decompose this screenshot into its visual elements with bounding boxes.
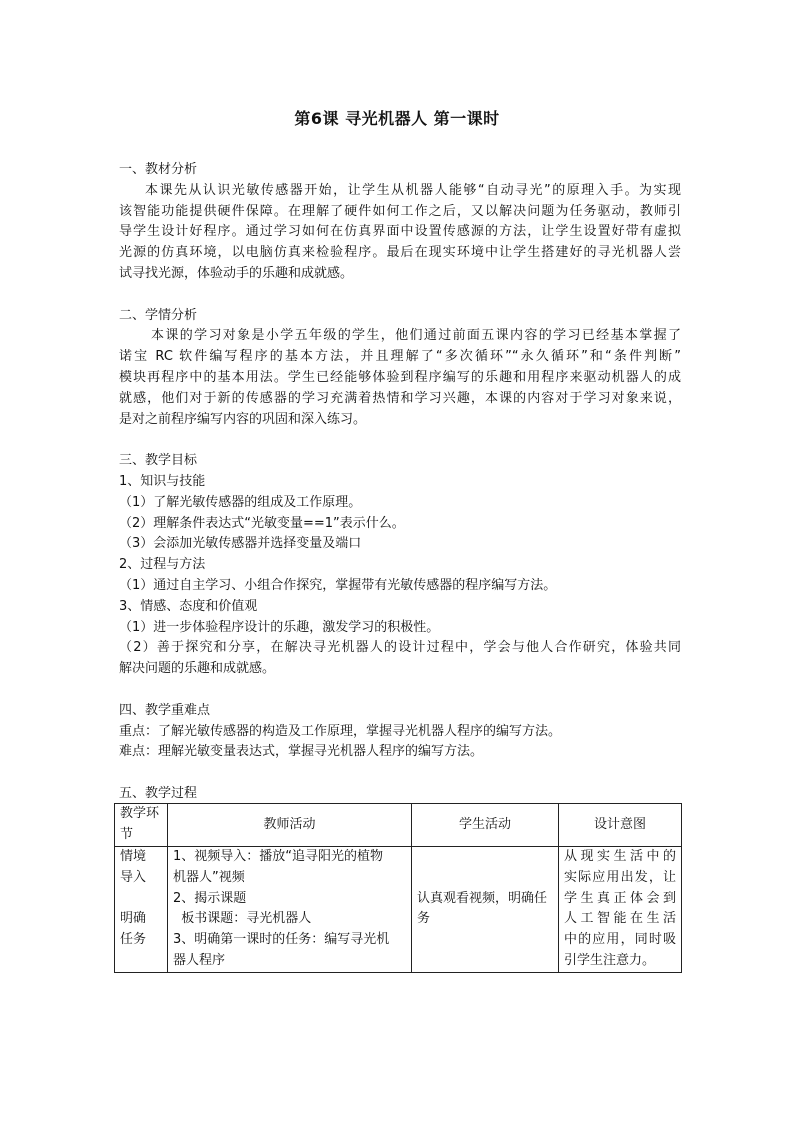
- objective-item: （1）了解光敏传感器的组成及工作原理。: [119, 494, 362, 510]
- paragraph-line: 模块再程序中的基本用法。学生已经能够体验到程序编写的乐趣和用程序来驱动机器人的成: [119, 369, 681, 385]
- teacher-line: 2、揭示课题: [173, 890, 247, 906]
- table-row: [115, 847, 682, 973]
- column-header: 设计意图: [559, 804, 682, 847]
- paragraph-line: 是对之前程序编写内容的巩固和深入练习。: [119, 411, 367, 427]
- intent-line: 人工智能在生活: [564, 911, 676, 927]
- teacher-activity-cell: [168, 847, 412, 973]
- objective-item: （1）进一步体验程序设计的乐趣，激发学习的积极性。: [119, 619, 440, 635]
- section-heading-4: 四、教学重难点: [119, 702, 211, 718]
- difficult-point: 难点：理解光敏变量表达式，掌握寻光机器人程序的编写方法。: [119, 744, 484, 760]
- intent-line: 引学生注意力。: [564, 952, 656, 968]
- teacher-line: 3、明确第一课时的任务：编写寻光机: [173, 932, 390, 948]
- page-title: 第6课 寻光机器人 第一课时: [294, 109, 500, 128]
- objective-subheading: 3、情感、态度和价值观: [119, 598, 258, 614]
- teacher-line: 器人程序: [173, 952, 226, 968]
- objective-item: （2）善于探究和分享，在解决寻光机器人的设计过程中，学会与他人合作研究，体验共同: [119, 640, 681, 656]
- objective-item: （2）理解条件表达式“光敏变量==1”表示什么。: [119, 515, 405, 531]
- intent-line: 从现实生活中的: [564, 849, 676, 864]
- paragraph-line: 本课先从认识光敏传感器开始，让学生从机器人能够“自动寻光”的原理入手。为实现: [145, 182, 681, 198]
- table-header-row: [115, 804, 682, 847]
- objective-item: 解决问题的乐趣和成就感。: [119, 661, 276, 677]
- stage-line: 导入: [120, 869, 147, 885]
- column-header: 教学环节: [115, 804, 168, 847]
- column-header: 学生活动: [412, 804, 559, 847]
- teacher-line: 机器人”视频: [173, 869, 245, 885]
- stage-line: 明确: [120, 911, 147, 927]
- paragraph-line: 试寻找光源，体验动手的乐趣和成就感。: [119, 265, 354, 281]
- stage-cell: [115, 847, 168, 973]
- paragraph-line: 导学生设计好程序。通过学习如何在仿真界面中设置传感源的方法，让学生设置好带有虚拟: [119, 224, 681, 240]
- paragraph-line: 就感，他们对于新的传感器的学习充满着热情和学习兴趣，本课的内容对于学习对象来说，: [119, 390, 681, 406]
- intent-line: 中的应用，同时吸: [564, 932, 676, 948]
- teacher-line: 板书课题：寻光机器人: [173, 911, 312, 927]
- paragraph-line: 光源的仿真环境，以电脑仿真来检验程序。最后在现实环境中让学生搭建好的寻光机器人尝: [119, 245, 681, 261]
- section-heading-1: 一、教材分析: [119, 162, 198, 177]
- objective-subheading: 2、过程与方法: [119, 557, 206, 573]
- intent-line: 学生真正体会到: [564, 890, 676, 906]
- document-body: [119, 160, 681, 805]
- paragraph-line: 该智能功能提供硬件保障。在理解了硬件如何工作之后，又以解决问题为任务驱动，教师引: [119, 203, 681, 219]
- column-header: 教师活动: [168, 804, 412, 847]
- intent-line: 实际应用出发，让: [564, 869, 676, 885]
- objective-item: （1）通过自主学习、小组合作探究，掌握带有光敏传感器的程序编写方法。: [119, 577, 557, 593]
- teacher-line: 1、视频导入：播放“追寻阳光的植物: [173, 849, 384, 864]
- design-intent-cell: [559, 847, 682, 973]
- objective-item: （3）会添加光敏传感器并选择变量及端口: [119, 536, 362, 552]
- section-heading-5: 五、教学过程: [119, 785, 198, 801]
- student-activity-cell: 认真观看视频，明确任务: [412, 847, 559, 973]
- paragraph-line: 诺宝 RC 软件编写程序的基本方法，并且理解了“多次循环”“永久循环”和“条件判断”: [119, 349, 681, 365]
- stage-line: 情境: [120, 849, 147, 864]
- paragraph-line: 本课的学习对象是小学五年级的学生，他们通过前面五课内容的学习已经基本掌握了: [151, 328, 681, 344]
- teaching-process-table: [114, 803, 682, 973]
- stage-line: 任务: [120, 932, 147, 948]
- section-heading-2: 二、学情分析: [119, 307, 198, 323]
- objective-subheading: 1、知识与技能: [119, 473, 206, 489]
- key-point: 重点：了解光敏传感器的构造及工作原理，掌握寻光机器人程序的编写方法。: [119, 723, 562, 739]
- section-heading-3: 三、教学目标: [119, 453, 198, 469]
- stage-line: [120, 889, 162, 910]
